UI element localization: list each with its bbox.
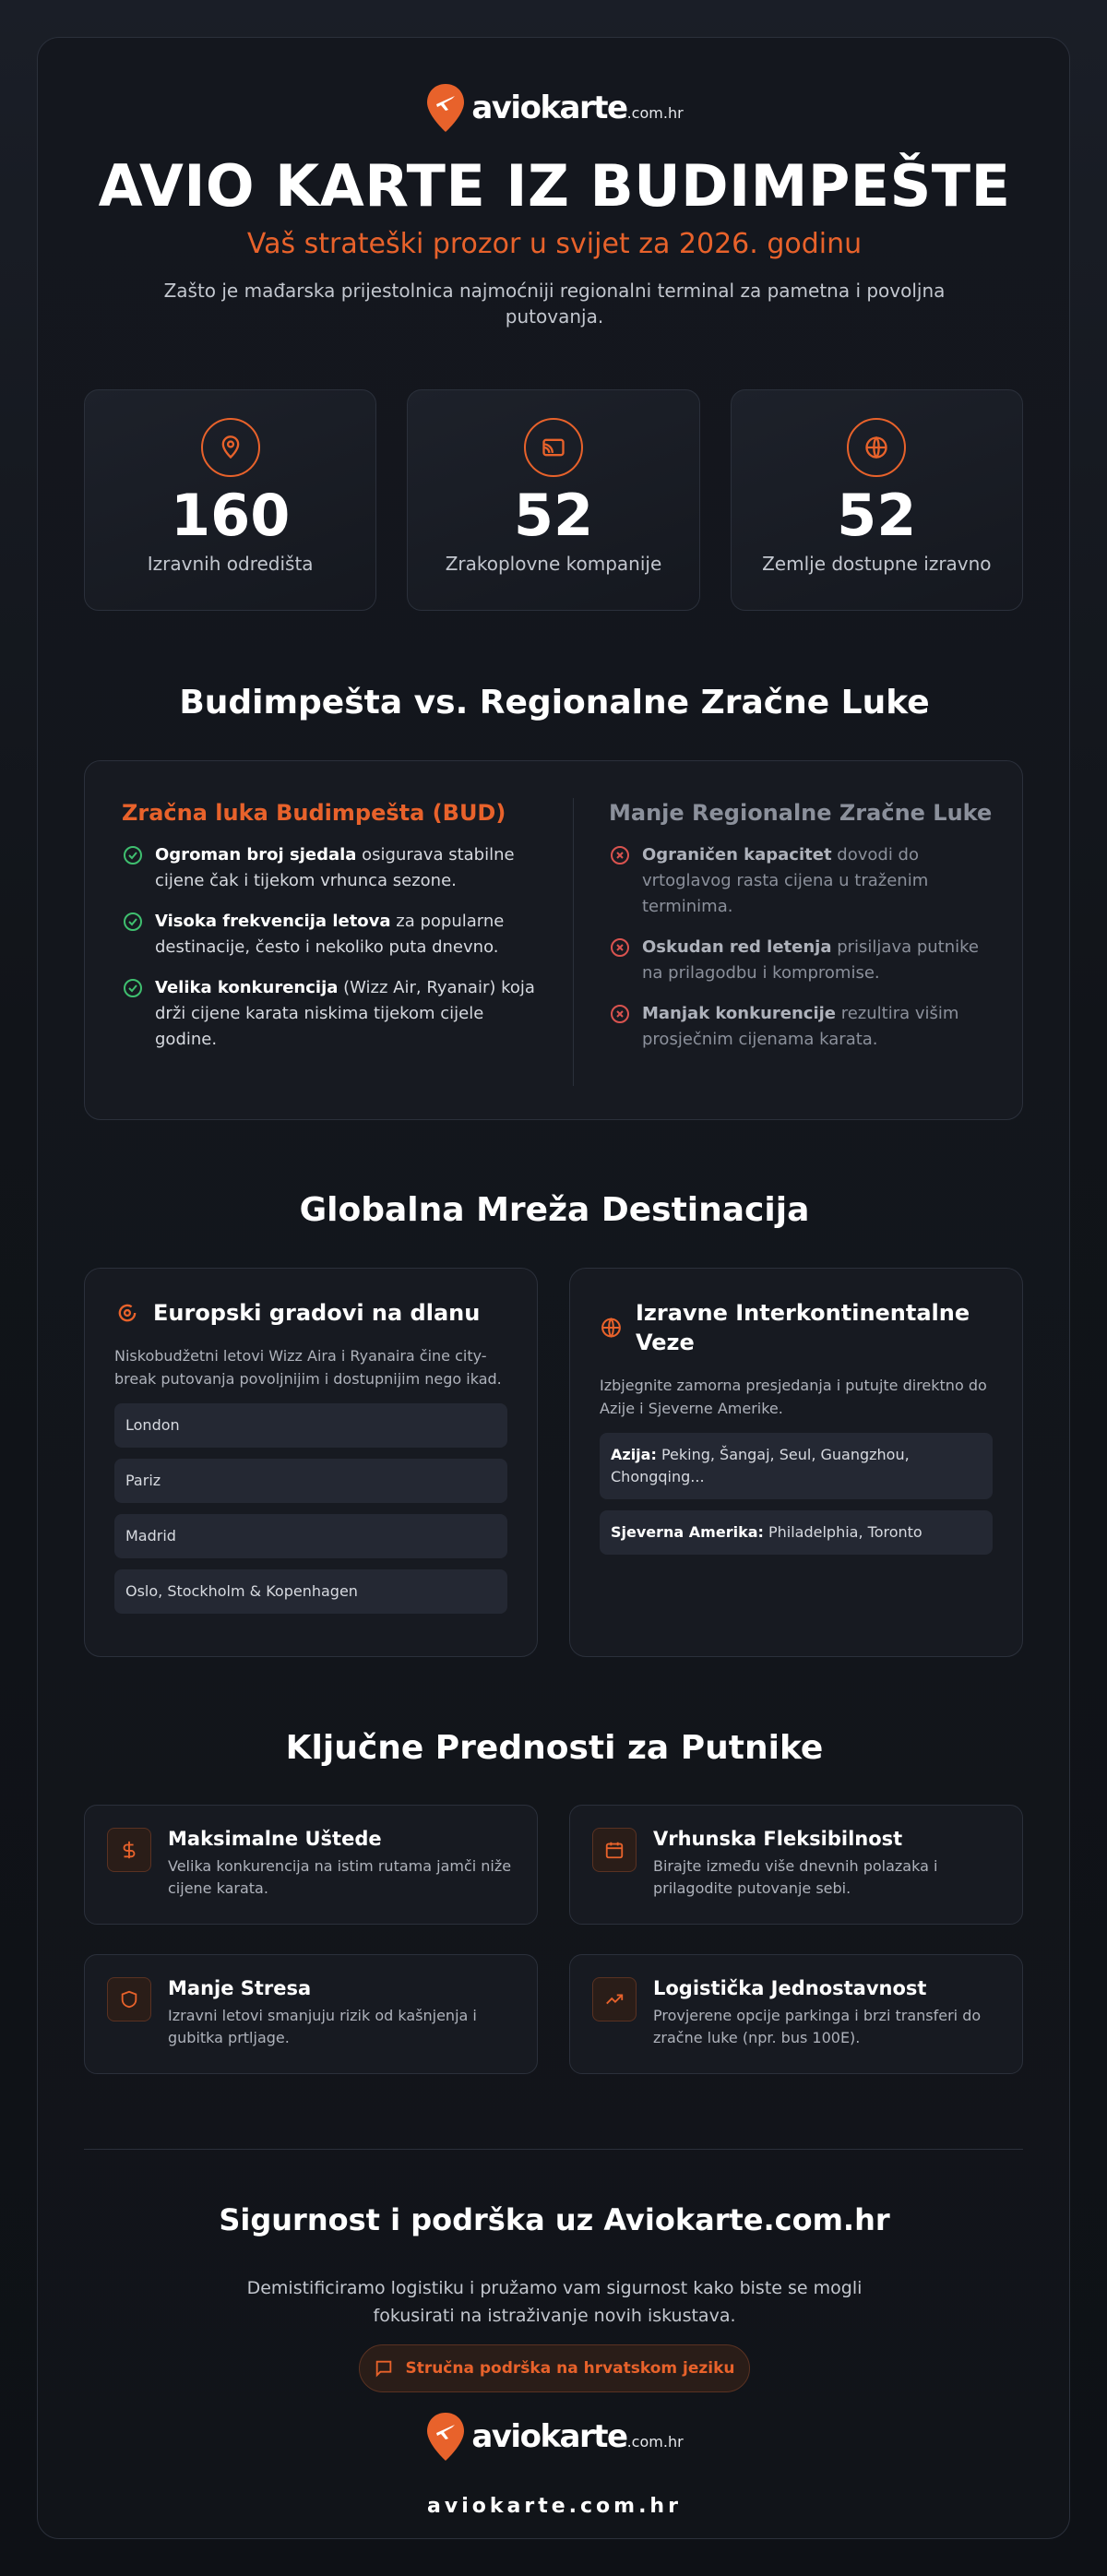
comparison-title: Budimpešta vs. Regionalne Zračne Luke (179, 684, 930, 722)
advantage-card (84, 1954, 538, 2074)
column-divider (573, 798, 574, 1086)
europe-description: Niskobudžetni letovi Wizz Aira i Ryanaira čine city-break putovanja povoljnijim i dostupnijim nego ikad. (114, 1347, 502, 1388)
hero-subtitle: Vaš strateški prozor u svijet za 2026. godinu (246, 228, 863, 260)
infographic-card (37, 37, 1070, 2539)
support-button-label: Stručna podrška na hrvatskom jeziku (405, 2359, 735, 2378)
con-point-bold: Manjak konkurencije (642, 1004, 836, 1023)
advantages-title: Ključne Prednosti za Putnike (285, 1729, 824, 1767)
check-circle-icon (122, 911, 144, 933)
regional-title: Manje Regionalne Zračne Luke (609, 800, 993, 826)
logo-name: aviokarte (471, 89, 627, 126)
check-circle-icon (122, 844, 144, 866)
route-cities: Peking, Šangaj, Seul, Guangzhou, Chongqing... (611, 1446, 910, 1485)
x-circle-icon (609, 1003, 631, 1025)
advantage-text: Velika konkurencija na istim rutama jamči niže cijene karata. (168, 1857, 512, 1897)
route-region: Azija: (611, 1446, 657, 1463)
advantage-card (84, 1805, 538, 1925)
route-chip (600, 1510, 993, 1555)
plane-pin-icon (425, 2411, 466, 2463)
advantage-title: Manje Stresa (168, 1977, 312, 1999)
city-chip: London (114, 1403, 507, 1448)
x-circle-icon (609, 936, 631, 959)
advantage-title: Logistička Jednostavnost (653, 1977, 927, 1999)
regional-column (609, 798, 996, 1053)
intercontinental-card (569, 1268, 1023, 1657)
pro-point (122, 909, 546, 960)
city-chip: Madrid (114, 1514, 507, 1558)
network-title: Globalna Mreža Destinacija (299, 1191, 810, 1229)
stat-value: 160 (170, 482, 291, 549)
bud-title: Zračna luka Budimpešta (BUD) (122, 800, 506, 826)
con-point (609, 935, 996, 986)
calendar-icon (592, 1828, 637, 1872)
europe-card (84, 1268, 538, 1657)
stat-card (731, 389, 1023, 611)
pro-point-text: (Wizz Air, Ryanair) koja drži cijene karata niskima tijekom cijele godine. (155, 978, 535, 1049)
advantage-title: Maksimalne Uštede (168, 1828, 382, 1850)
bud-column (122, 798, 546, 1053)
pro-point-text: osigurava stabilne cijene čak i tijekom vrhunca sezone. (155, 845, 515, 890)
europe-title: Europski gradovi na dlanu (153, 1300, 481, 1326)
pro-point-bold: Visoka frekvencija letova (155, 912, 391, 931)
pro-point-bold: Ogroman broj sjedala (155, 845, 357, 865)
con-point (609, 842, 996, 920)
route-cities: Philadelphia, Toronto (763, 1523, 922, 1541)
globe-icon (600, 1315, 623, 1341)
stat-label: Zemlje dostupne izravno (762, 553, 992, 575)
pro-point (122, 975, 546, 1053)
con-point-text: rezultira višim prosječnim cijenama karata. (642, 1004, 959, 1049)
logo-tld: .com.hr (626, 104, 684, 122)
shield-icon (107, 1977, 151, 2021)
hero-description: Zašto je mađarska prijestolnica najmoćniji regionalni terminal za pametna i povoljna putovanja. (163, 280, 946, 328)
advantage-card (569, 1954, 1023, 2074)
stat-card (84, 389, 376, 611)
stats-row (84, 389, 1023, 611)
globe-icon (847, 418, 906, 477)
section-divider (84, 2149, 1023, 2150)
stat-card (407, 389, 699, 611)
city-chip: Pariz (114, 1459, 507, 1503)
footer-url[interactable]: aviokarte.com.hr (427, 2495, 682, 2518)
pro-point-bold: Velika konkurencija (155, 978, 339, 997)
comparison-card (84, 760, 1023, 1120)
con-point-text: prisiljava putnike na prilagodbu i kompromise. (642, 937, 980, 983)
route-region: Sjeverna Amerika: (611, 1523, 764, 1541)
con-point (609, 1001, 996, 1053)
support-title: Sigurnost i podrška uz Aviokarte.com.hr (219, 2202, 890, 2237)
pro-point (122, 842, 546, 894)
stat-label: Izravnih odredišta (147, 553, 314, 575)
stat-value: 52 (513, 482, 594, 549)
cast-icon (524, 418, 583, 477)
x-circle-icon (609, 844, 631, 866)
con-point-bold: Ograničen kapacitet (642, 845, 832, 865)
ring-icon (114, 1300, 140, 1326)
advantage-card (569, 1805, 1023, 1925)
check-circle-icon (122, 977, 144, 999)
stat-value: 52 (837, 482, 917, 549)
con-point-bold: Oskudan red letenja (642, 937, 832, 957)
map-pin-icon (201, 418, 260, 477)
support-button[interactable] (359, 2344, 750, 2392)
advantage-text: Izravni letovi smanjuju rizik od kašnjenja i gubitka prtljage. (168, 2007, 477, 2046)
footer-logo (38, 2411, 1071, 2463)
dollar-icon (107, 1828, 151, 1872)
advantage-text: Birajte između više dnevnih polazaka i prilagodite putovanje sebi. (653, 1857, 938, 1897)
advantage-title: Vrhunska Fleksibilnost (653, 1828, 903, 1850)
con-point-text: dovodi do vrtoglavog rasta cijena u traženim terminima. (642, 845, 929, 916)
plane-pin-icon (425, 82, 466, 134)
logo-tld: .com.hr (626, 2433, 684, 2451)
support-description: Demistificiramo logistiku i pružamo vam sigurnost kako biste se mogli fokusirati na istraživanje novih iskustava. (246, 2278, 863, 2326)
logo-name: aviokarte (471, 2418, 627, 2455)
city-chip: Oslo, Stockholm & Kopenhagen (114, 1569, 507, 1614)
intercontinental-title: Izravne Interkontinentalne Veze (635, 1300, 970, 1355)
hero-title: AVIO KARTE IZ BUDIMPEŠTE (98, 152, 1011, 220)
trending-up-icon (592, 1977, 637, 2021)
brand-logo (38, 82, 1071, 134)
message-icon (374, 2358, 394, 2379)
intercontinental-description: Izbjegnite zamorna presjedanja i putujte direktno do Azije i Sjeverne Amerike. (600, 1377, 987, 1417)
advantage-text: Provjerene opcije parkinga i brzi transferi do zračne luke (npr. bus 100E). (653, 2007, 982, 2046)
stat-label: Zrakoplovne kompanije (445, 553, 662, 575)
route-chip (600, 1433, 993, 1499)
pro-point-text: za popularne destinacije, često i nekoliko puta dnevno. (155, 912, 505, 957)
